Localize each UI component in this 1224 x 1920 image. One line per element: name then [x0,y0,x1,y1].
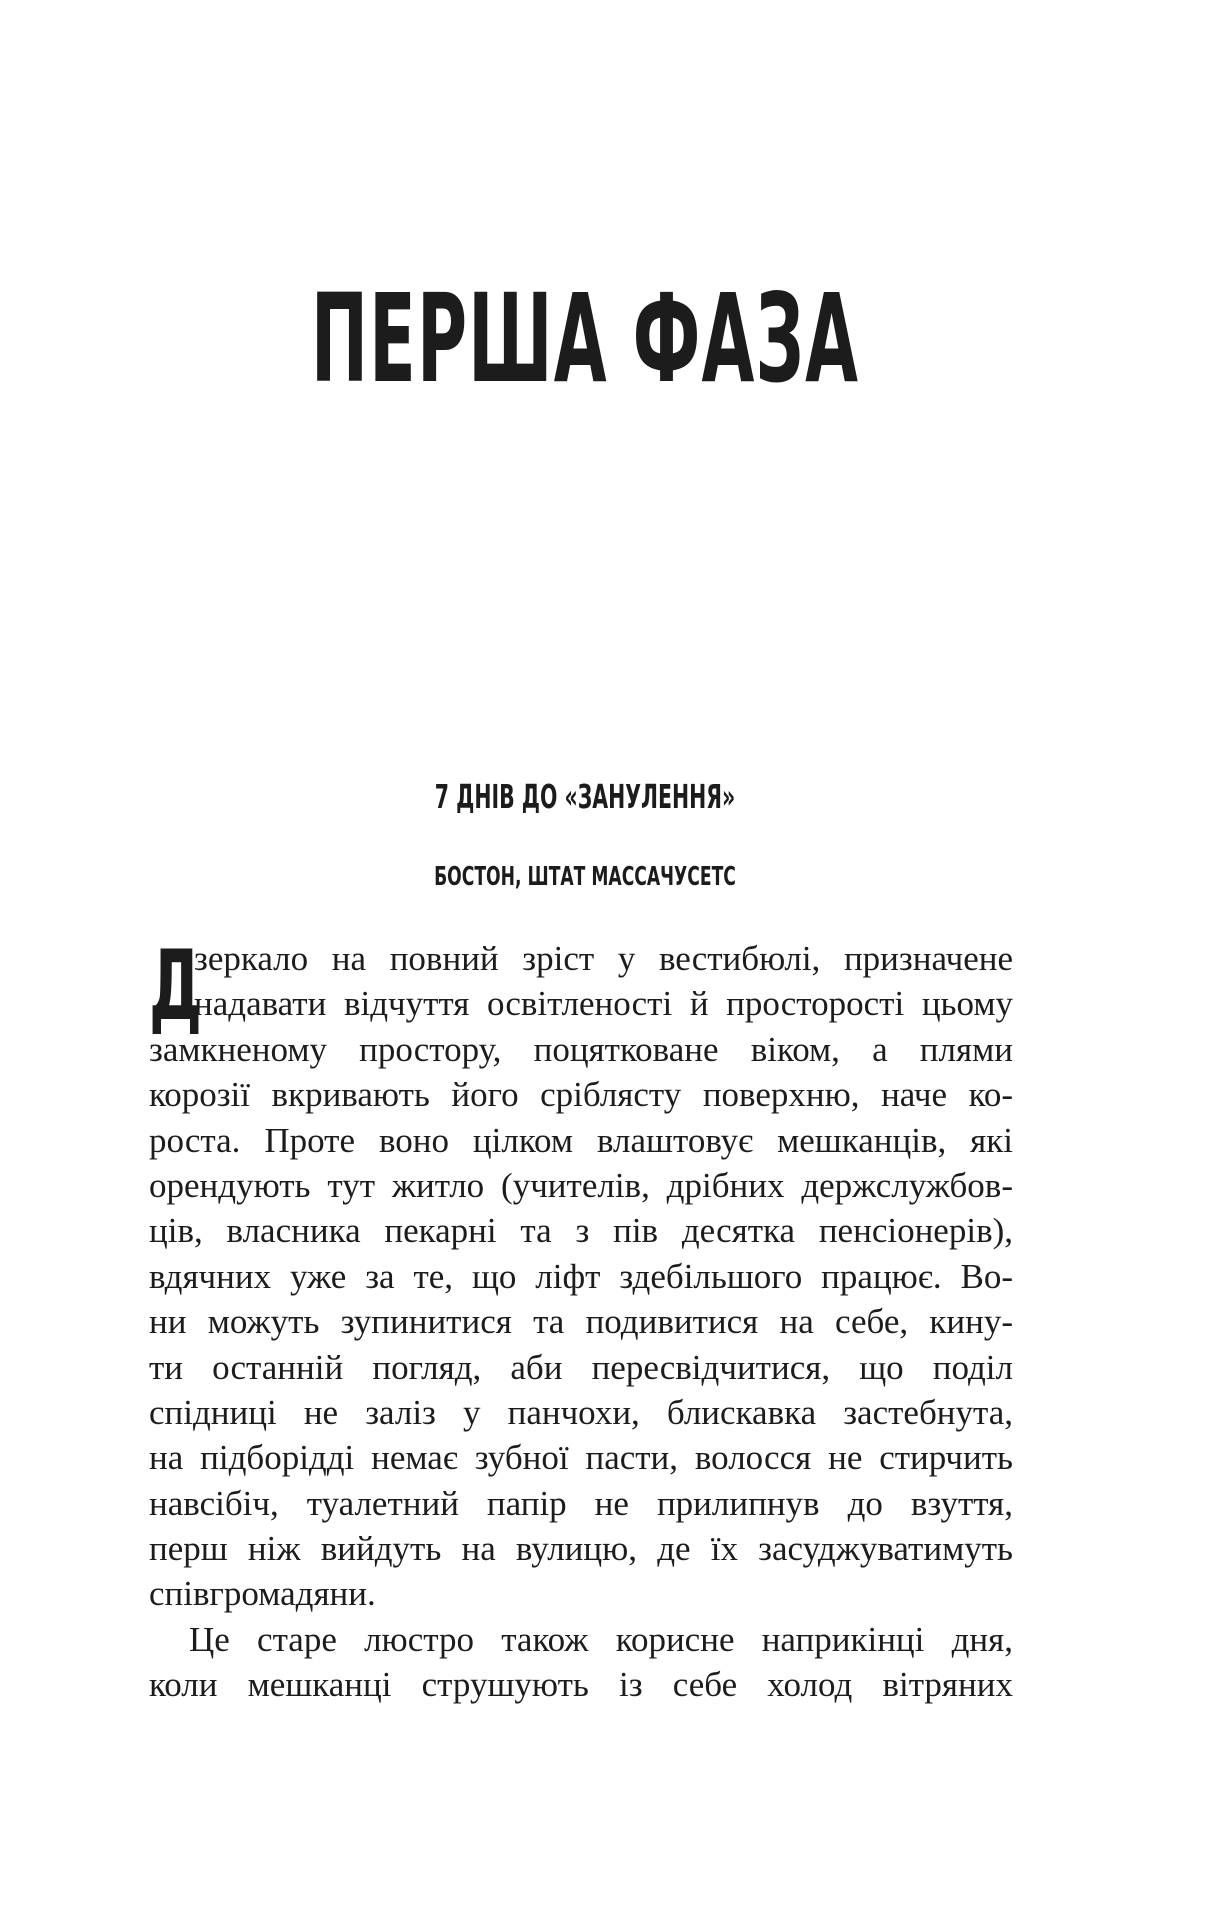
text-line: замкненому простору, поцятковане віком, а плями [149,1029,1013,1069]
text-line: корозії вкривають його сріблясту поверхню, наче ко- [149,1075,1013,1115]
body-text [149,930,1013,1708]
text-line: зеркало на повний зріст у вестибюлі, призначене [194,939,1013,978]
text-line: ти останній погляд, аби пересвідчитися, що поділ [149,1347,1013,1387]
text-line: орендують тут житло (учителів, дрібних держслужбов- [149,1165,1013,1205]
text-line: роста. Проте воно цілком влаштовує мешканців, які [149,1120,1013,1160]
text-line: навсібіч, туалетний папір не прилипнув до взуття, [149,1483,1013,1523]
text-line: на підборідді немає зубної пасти, волосся не стирчить [149,1438,1013,1478]
text-line: надавати відчуття освітленості й простороcті цьому [194,984,1013,1024]
part-title: ПЕРША ФАЗА [310,268,860,410]
text-line: спідниці не заліз у панчохи, блискавка застебнута, [149,1392,1013,1432]
text-line: перш ніж вийдуть на вулицю, де їх засуджуватимуть [149,1529,1013,1569]
text-line: Це старе люстро також корисне наприкінці дня, [189,1619,1013,1659]
text-line: коли мешканці струшують із себе холод вітряних [149,1665,1013,1705]
drop-cap: Д [149,930,203,1042]
text-line: вдячних уже за те, що ліфт здебільшого працює. Во- [149,1256,1013,1296]
chapter-title: 7 ДНІВ ДО «ЗАНУЛЕННЯ» [434,777,736,816]
text-line: ців, власника пекарні та з пів десятка пенсіонерів), [149,1211,1013,1251]
chapter-location: БОСТОН, ШТАТ МАССАЧУСЕТС [434,862,736,892]
text-line: співгромадяни. [149,1574,376,1614]
text-line: ни можуть зупинитися та подивитися на себе, кину- [149,1302,1013,1342]
